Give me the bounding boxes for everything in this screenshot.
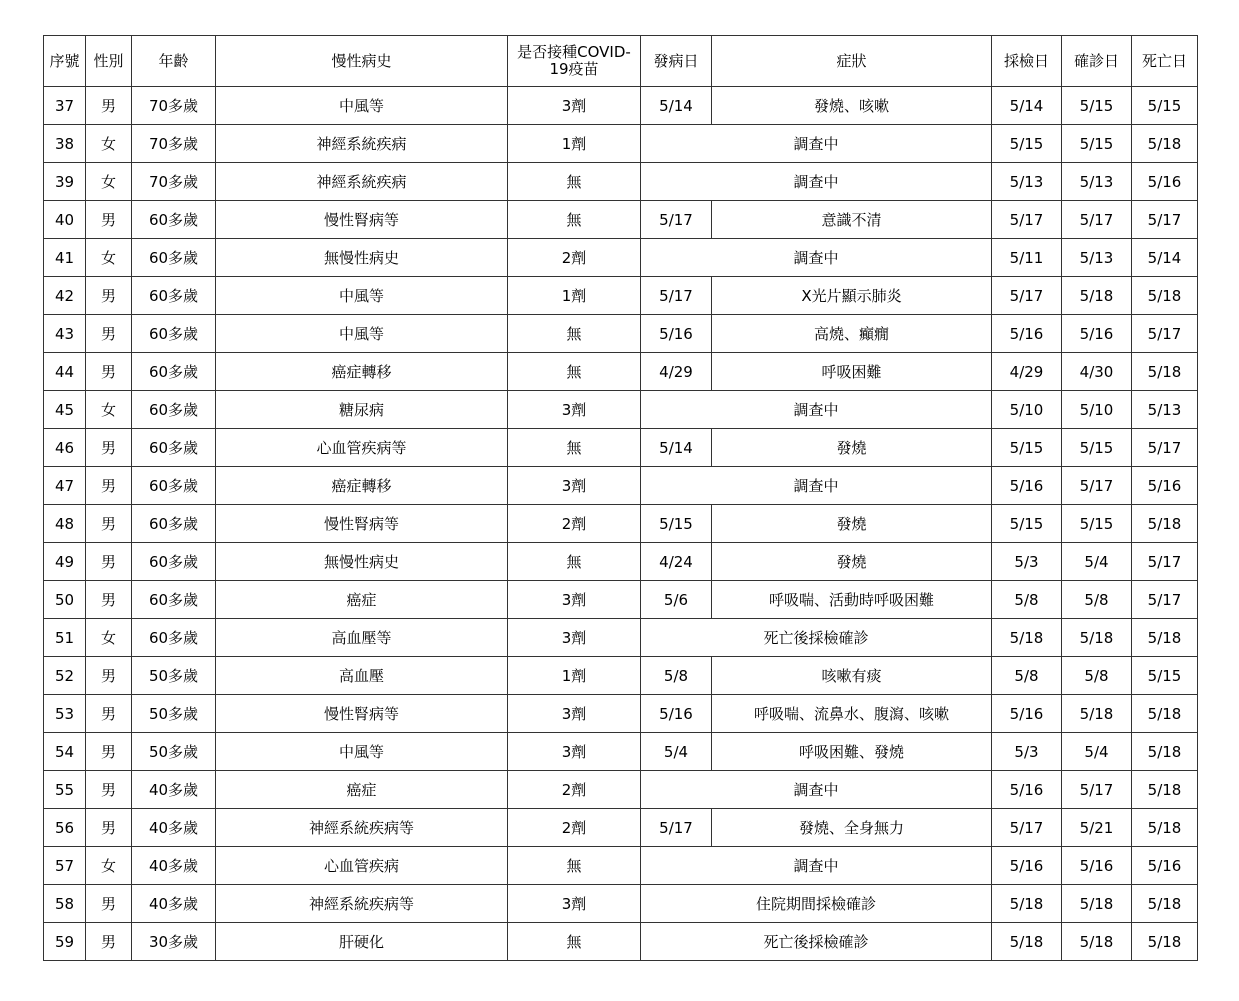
cell-symptom: 發燒 [712,429,992,467]
cell-test-date: 5/10 [992,391,1062,429]
cell-test-date: 5/18 [992,619,1062,657]
cell-symptom: 調查中 [641,391,992,429]
cell-symptom: 發燒、全身無力 [712,809,992,847]
cell-confirm-date: 5/4 [1062,733,1132,771]
table-row [44,885,1198,923]
cell-sex: 男 [86,87,132,125]
cell-age: 40多歲 [132,847,216,885]
cell-confirm-date: 5/8 [1062,581,1132,619]
cell-death-date: 5/17 [1132,543,1198,581]
cell-symptom: 呼吸喘、活動時呼吸困難 [712,581,992,619]
cell-sex: 女 [86,847,132,885]
cell-vaccine: 3劑 [508,87,641,125]
cell-onset: 5/17 [641,809,712,847]
cell-sex: 男 [86,277,132,315]
cell-no: 51 [44,619,86,657]
cell-confirm-date: 5/16 [1062,315,1132,353]
cell-symptom: 調查中 [641,239,992,277]
cell-test-date: 5/16 [992,467,1062,505]
cell-history: 糖尿病 [216,391,508,429]
cell-confirm-date: 5/17 [1062,201,1132,239]
cell-confirm-date: 5/8 [1062,657,1132,695]
cell-sex: 女 [86,619,132,657]
cell-death-date: 5/16 [1132,163,1198,201]
cell-test-date: 5/15 [992,505,1062,543]
cell-symptom: 調查中 [641,847,992,885]
header-vaccine: 是否接種COVID-19疫苗 [508,36,641,87]
cell-history: 無慢性病史 [216,239,508,277]
cell-no: 45 [44,391,86,429]
cell-confirm-date: 5/18 [1062,885,1132,923]
cell-age: 40多歲 [132,885,216,923]
cell-no: 39 [44,163,86,201]
cell-onset: 5/16 [641,315,712,353]
cell-test-date: 5/11 [992,239,1062,277]
cell-vaccine: 無 [508,201,641,239]
header-death-date: 死亡日 [1132,36,1198,87]
cell-sex: 女 [86,391,132,429]
cell-test-date: 5/16 [992,315,1062,353]
cell-age: 60多歲 [132,543,216,581]
table-row [44,771,1198,809]
cell-history: 癌症 [216,581,508,619]
cell-no: 49 [44,543,86,581]
cell-death-date: 5/18 [1132,505,1198,543]
cell-sex: 男 [86,429,132,467]
cell-confirm-date: 5/18 [1062,695,1132,733]
cell-sex: 男 [86,201,132,239]
table-row [44,695,1198,733]
cell-no: 54 [44,733,86,771]
cell-no: 37 [44,87,86,125]
cell-no: 47 [44,467,86,505]
cell-death-date: 5/13 [1132,391,1198,429]
cell-death-date: 5/18 [1132,733,1198,771]
cell-history: 高血壓 [216,657,508,695]
cell-symptom: 呼吸喘、流鼻水、腹瀉、咳嗽 [712,695,992,733]
cell-history: 癌症轉移 [216,353,508,391]
cell-vaccine: 無 [508,353,641,391]
cell-age: 50多歲 [132,657,216,695]
cell-no: 58 [44,885,86,923]
cell-history: 中風等 [216,315,508,353]
cell-confirm-date: 5/15 [1062,125,1132,163]
cell-onset: 5/17 [641,201,712,239]
cell-no: 53 [44,695,86,733]
cell-confirm-date: 5/13 [1062,163,1132,201]
cell-confirm-date: 5/15 [1062,87,1132,125]
cell-onset: 5/8 [641,657,712,695]
cell-vaccine: 3劑 [508,619,641,657]
cell-death-date: 5/15 [1132,87,1198,125]
header-no: 序號 [44,36,86,87]
cell-age: 70多歲 [132,87,216,125]
cell-vaccine: 3劑 [508,581,641,619]
table-row [44,505,1198,543]
cell-no: 41 [44,239,86,277]
cell-symptom: 調查中 [641,771,992,809]
cell-confirm-date: 5/17 [1062,467,1132,505]
cell-age: 60多歲 [132,239,216,277]
cell-vaccine: 3劑 [508,885,641,923]
cell-sex: 男 [86,771,132,809]
cell-history: 高血壓等 [216,619,508,657]
cell-history: 神經系統疾病 [216,125,508,163]
cell-onset: 5/14 [641,87,712,125]
cell-death-date: 5/17 [1132,315,1198,353]
cell-death-date: 5/18 [1132,125,1198,163]
cell-history: 癌症轉移 [216,467,508,505]
table-row [44,581,1198,619]
cell-vaccine: 3劑 [508,467,641,505]
cell-onset: 5/15 [641,505,712,543]
cell-vaccine: 1劑 [508,125,641,163]
cell-history: 中風等 [216,87,508,125]
cell-vaccine: 3劑 [508,695,641,733]
cell-sex: 男 [86,315,132,353]
cell-sex: 男 [86,657,132,695]
cell-test-date: 5/18 [992,923,1062,961]
cell-sex: 男 [86,809,132,847]
cell-confirm-date: 5/18 [1062,923,1132,961]
cell-death-date: 5/18 [1132,353,1198,391]
cell-history: 心血管疾病等 [216,429,508,467]
cell-death-date: 5/14 [1132,239,1198,277]
cell-vaccine: 2劑 [508,771,641,809]
cell-confirm-date: 5/16 [1062,847,1132,885]
cell-test-date: 5/15 [992,125,1062,163]
table-row [44,923,1198,961]
cell-vaccine: 2劑 [508,505,641,543]
cell-sex: 男 [86,885,132,923]
cell-sex: 女 [86,239,132,277]
cell-history: 慢性腎病等 [216,201,508,239]
header-row [44,36,1198,87]
cell-no: 59 [44,923,86,961]
cell-death-date: 5/17 [1132,581,1198,619]
cell-confirm-date: 5/17 [1062,771,1132,809]
cell-death-date: 5/17 [1132,201,1198,239]
cell-confirm-date: 5/13 [1062,239,1132,277]
table-row [44,125,1198,163]
table-row [44,391,1198,429]
cell-symptom: 呼吸困難 [712,353,992,391]
cell-death-date: 5/18 [1132,771,1198,809]
cell-test-date: 5/16 [992,771,1062,809]
table-row [44,315,1198,353]
cell-no: 52 [44,657,86,695]
cell-age: 60多歲 [132,505,216,543]
table-row [44,277,1198,315]
cell-symptom: X光片顯示肺炎 [712,277,992,315]
cell-age: 60多歲 [132,581,216,619]
cell-history: 中風等 [216,277,508,315]
cell-test-date: 5/18 [992,885,1062,923]
cell-no: 42 [44,277,86,315]
cell-age: 40多歲 [132,771,216,809]
cell-symptom: 發燒 [712,505,992,543]
cell-onset: 5/14 [641,429,712,467]
cell-age: 40多歲 [132,809,216,847]
header-sex: 性別 [86,36,132,87]
table-row [44,733,1198,771]
cell-vaccine: 無 [508,163,641,201]
cell-vaccine: 無 [508,847,641,885]
cell-death-date: 5/15 [1132,657,1198,695]
cell-symptom: 調查中 [641,125,992,163]
cell-age: 60多歲 [132,391,216,429]
table-row [44,809,1198,847]
cell-vaccine: 1劑 [508,277,641,315]
cell-sex: 男 [86,543,132,581]
cell-symptom: 發燒、咳嗽 [712,87,992,125]
cell-death-date: 5/18 [1132,923,1198,961]
cell-age: 70多歲 [132,125,216,163]
table-row [44,657,1198,695]
cell-test-date: 4/29 [992,353,1062,391]
cell-confirm-date: 5/10 [1062,391,1132,429]
cell-history: 肝硬化 [216,923,508,961]
header-symptom: 症狀 [712,36,992,87]
cell-vaccine: 1劑 [508,657,641,695]
cell-sex: 男 [86,353,132,391]
cell-onset: 4/24 [641,543,712,581]
cell-death-date: 5/18 [1132,695,1198,733]
cell-symptom: 死亡後採檢確診 [641,619,992,657]
header-history: 慢性病史 [216,36,508,87]
cell-no: 50 [44,581,86,619]
cell-symptom: 調查中 [641,163,992,201]
cell-age: 60多歲 [132,277,216,315]
cell-sex: 男 [86,467,132,505]
cell-test-date: 5/17 [992,201,1062,239]
cell-confirm-date: 5/15 [1062,505,1132,543]
cell-test-date: 5/3 [992,733,1062,771]
cell-history: 癌症 [216,771,508,809]
cell-history: 神經系統疾病等 [216,885,508,923]
cell-age: 60多歲 [132,315,216,353]
table-row [44,163,1198,201]
cell-sex: 男 [86,505,132,543]
cell-history: 心血管疾病 [216,847,508,885]
table-row [44,847,1198,885]
cell-no: 43 [44,315,86,353]
cell-onset: 5/6 [641,581,712,619]
cell-confirm-date: 5/15 [1062,429,1132,467]
cell-vaccine: 3劑 [508,391,641,429]
cell-sex: 男 [86,923,132,961]
cell-confirm-date: 4/30 [1062,353,1132,391]
cell-vaccine: 2劑 [508,239,641,277]
cell-history: 無慢性病史 [216,543,508,581]
cell-sex: 男 [86,581,132,619]
cell-vaccine: 2劑 [508,809,641,847]
cell-history: 神經系統疾病 [216,163,508,201]
cell-symptom: 調查中 [641,467,992,505]
table-row [44,201,1198,239]
table-row [44,619,1198,657]
cell-symptom: 住院期間採檢確診 [641,885,992,923]
cell-history: 慢性腎病等 [216,695,508,733]
cell-no: 44 [44,353,86,391]
cell-vaccine: 無 [508,923,641,961]
cell-symptom: 意識不清 [712,201,992,239]
cell-test-date: 5/3 [992,543,1062,581]
cell-age: 60多歲 [132,467,216,505]
cell-onset: 5/17 [641,277,712,315]
cell-age: 30多歲 [132,923,216,961]
cell-test-date: 5/14 [992,87,1062,125]
cell-no: 38 [44,125,86,163]
table-row [44,429,1198,467]
cell-symptom: 高燒、癲癇 [712,315,992,353]
cell-history: 神經系統疾病等 [216,809,508,847]
table-row [44,467,1198,505]
cell-sex: 男 [86,733,132,771]
header-onset: 發病日 [641,36,712,87]
cell-test-date: 5/13 [992,163,1062,201]
cell-no: 48 [44,505,86,543]
cell-onset: 5/16 [641,695,712,733]
cell-no: 55 [44,771,86,809]
cell-confirm-date: 5/21 [1062,809,1132,847]
cell-age: 60多歲 [132,429,216,467]
cell-death-date: 5/18 [1132,619,1198,657]
table-row [44,543,1198,581]
cell-test-date: 5/16 [992,847,1062,885]
cell-symptom: 發燒 [712,543,992,581]
cell-onset: 4/29 [641,353,712,391]
cell-age: 60多歲 [132,619,216,657]
cell-death-date: 5/18 [1132,885,1198,923]
cell-no: 57 [44,847,86,885]
cell-sex: 女 [86,125,132,163]
cell-symptom: 咳嗽有痰 [712,657,992,695]
cell-confirm-date: 5/18 [1062,619,1132,657]
header-confirm-date: 確診日 [1062,36,1132,87]
cell-death-date: 5/18 [1132,809,1198,847]
cell-age: 50多歲 [132,695,216,733]
table-body [44,87,1198,961]
cell-onset: 5/4 [641,733,712,771]
cell-confirm-date: 5/4 [1062,543,1132,581]
cell-vaccine: 3劑 [508,733,641,771]
table-row [44,87,1198,125]
cell-history: 慢性腎病等 [216,505,508,543]
header-test-date: 採檢日 [992,36,1062,87]
cell-age: 70多歲 [132,163,216,201]
cell-death-date: 5/17 [1132,429,1198,467]
cell-vaccine: 無 [508,315,641,353]
cell-test-date: 5/8 [992,657,1062,695]
cell-no: 46 [44,429,86,467]
cell-sex: 女 [86,163,132,201]
cell-symptom: 死亡後採檢確診 [641,923,992,961]
cell-age: 60多歲 [132,353,216,391]
cell-vaccine: 無 [508,543,641,581]
cell-test-date: 5/15 [992,429,1062,467]
cell-symptom: 呼吸困難、發燒 [712,733,992,771]
cell-no: 40 [44,201,86,239]
cell-test-date: 5/17 [992,809,1062,847]
cell-test-date: 5/17 [992,277,1062,315]
cell-death-date: 5/16 [1132,467,1198,505]
death-cases-table [43,35,1198,961]
cell-history: 中風等 [216,733,508,771]
header-age: 年齡 [132,36,216,87]
cell-age: 50多歲 [132,733,216,771]
table-row [44,353,1198,391]
cell-test-date: 5/16 [992,695,1062,733]
cell-sex: 男 [86,695,132,733]
cell-death-date: 5/16 [1132,847,1198,885]
cell-confirm-date: 5/18 [1062,277,1132,315]
table-row [44,239,1198,277]
cell-test-date: 5/8 [992,581,1062,619]
cell-vaccine: 無 [508,429,641,467]
cell-death-date: 5/18 [1132,277,1198,315]
cell-no: 56 [44,809,86,847]
cell-age: 60多歲 [132,201,216,239]
